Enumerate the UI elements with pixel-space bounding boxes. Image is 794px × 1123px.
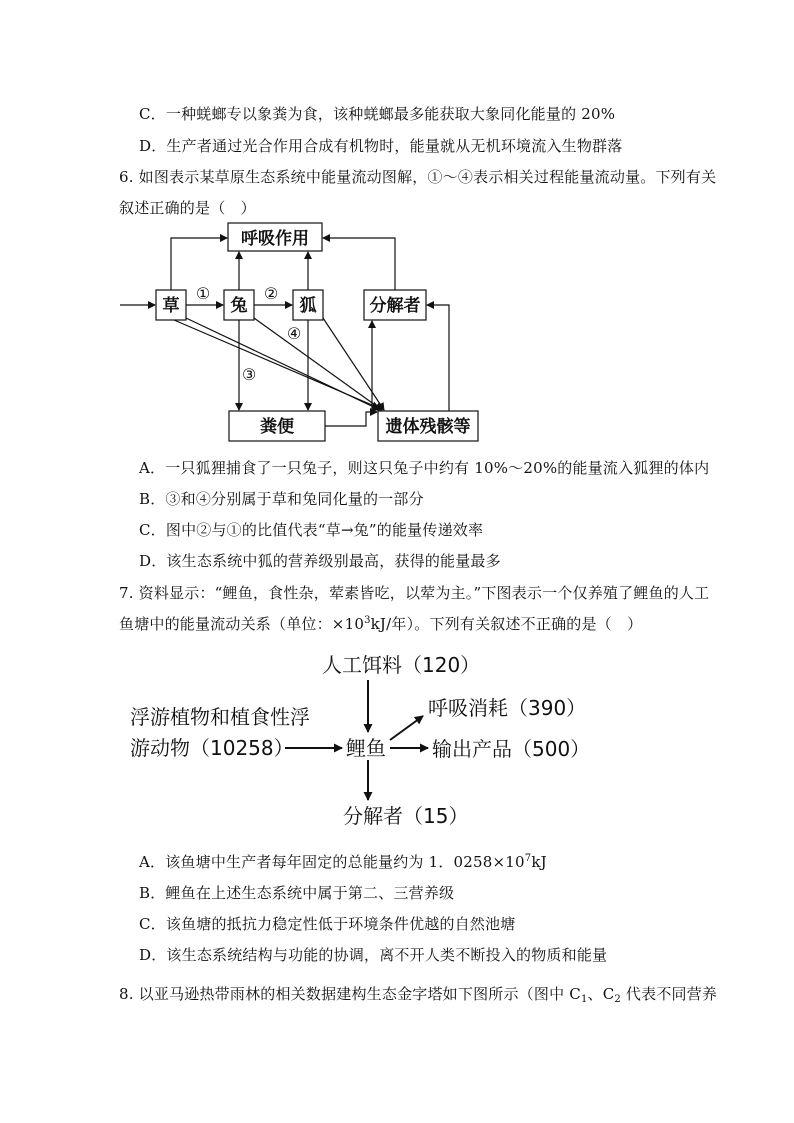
label-feces: 粪便	[260, 417, 294, 437]
label-remains: 遗体残骸等	[385, 417, 471, 437]
label-flow-2: ②	[263, 284, 279, 303]
q8-stem: 8. 以亚马逊热带雨林的相关数据建构生态金字塔如下图所示（图中 $C_1$、$C_2$ 代表不同营养	[119, 985, 718, 1005]
label-decomposer-15: 分解者（15）	[343, 804, 469, 828]
q7-stem-line2: 鱼塘中的能量流动关系（单位：$\times 10^3kJ/$年）。下列有关叙述不正确的是（ ）	[119, 615, 643, 633]
q7-option-c: C．该鱼塘的抵抗力稳定性低于环境条件优越的自然池塘	[139, 915, 516, 933]
q6-option-c: C．图中②与①的比值代表“草→兔”的能量传递效率	[139, 521, 484, 539]
q7-stem-line1: 7. 资料显示：“鲤鱼，食性杂，荤素皆吃，以荤为主。”下图表示一个仅养殖了鲤鱼的人工	[119, 584, 710, 602]
q6-stem-line2: 叙述正确的是（ ）	[119, 199, 256, 217]
label-plankton-2: 游动物（10258）	[130, 736, 294, 760]
option-c-prev: C．一种蜣螂专以象粪为食，该种蜣螂最多能获取大象同化能量的 20%	[139, 105, 616, 123]
label-rabbit: 兔	[230, 296, 248, 316]
label-plankton-1: 浮游植物和植食性浮	[130, 705, 310, 729]
label-decomposer: 分解者	[369, 296, 421, 316]
q6-option-b: B．③和④分别属于草和兔同化量的一部分	[139, 490, 424, 508]
q6-option-a: A．一只狐狸捕食了一只兔子，则这只兔子中约有 10%～20%的能量流入狐狸的体内	[139, 459, 710, 477]
label-carp: 鲤鱼	[346, 736, 386, 760]
q7-carp-energy-diagram	[0, 640, 794, 840]
label-feed: 人工饵料（120）	[322, 653, 481, 677]
q7-option-b: B．鲤鱼在上述生态系统中属于第二、三营养级	[139, 884, 455, 902]
label-flow-3: ③	[241, 365, 257, 384]
label-grass: 草	[162, 296, 180, 316]
q7-option-a: A．该鱼塘中生产者每年固定的总能量约为 1．$0258\times 10^7kJ$	[139, 853, 547, 871]
option-d-prev: D．生产者通过光合作用合成有机物时，能量就从无机环境流入生物群落	[139, 137, 623, 155]
label-flow-1: ①	[195, 284, 211, 303]
q7-option-d: D．该生态系统结构与功能的协调，离不开人类不断投入的物质和能量	[139, 946, 608, 964]
q6-energy-flow-diagram	[0, 0, 794, 460]
q6-option-d: D．该生态系统中狐的营养级别最高，获得的能量最多	[139, 552, 501, 570]
label-respiration: 呼吸作用	[241, 229, 309, 249]
q6-stem-line1: 6. 如图表示某草原生态系统中能量流动图解，①～④表示相关过程能量流动量。下列有关	[119, 168, 717, 186]
label-flow-4: ④	[286, 324, 302, 343]
label-respiration-consumption: 呼吸消耗（390）	[428, 696, 587, 720]
label-fox: 狐	[299, 296, 317, 316]
label-output-product: 输出产品（500）	[432, 737, 591, 761]
